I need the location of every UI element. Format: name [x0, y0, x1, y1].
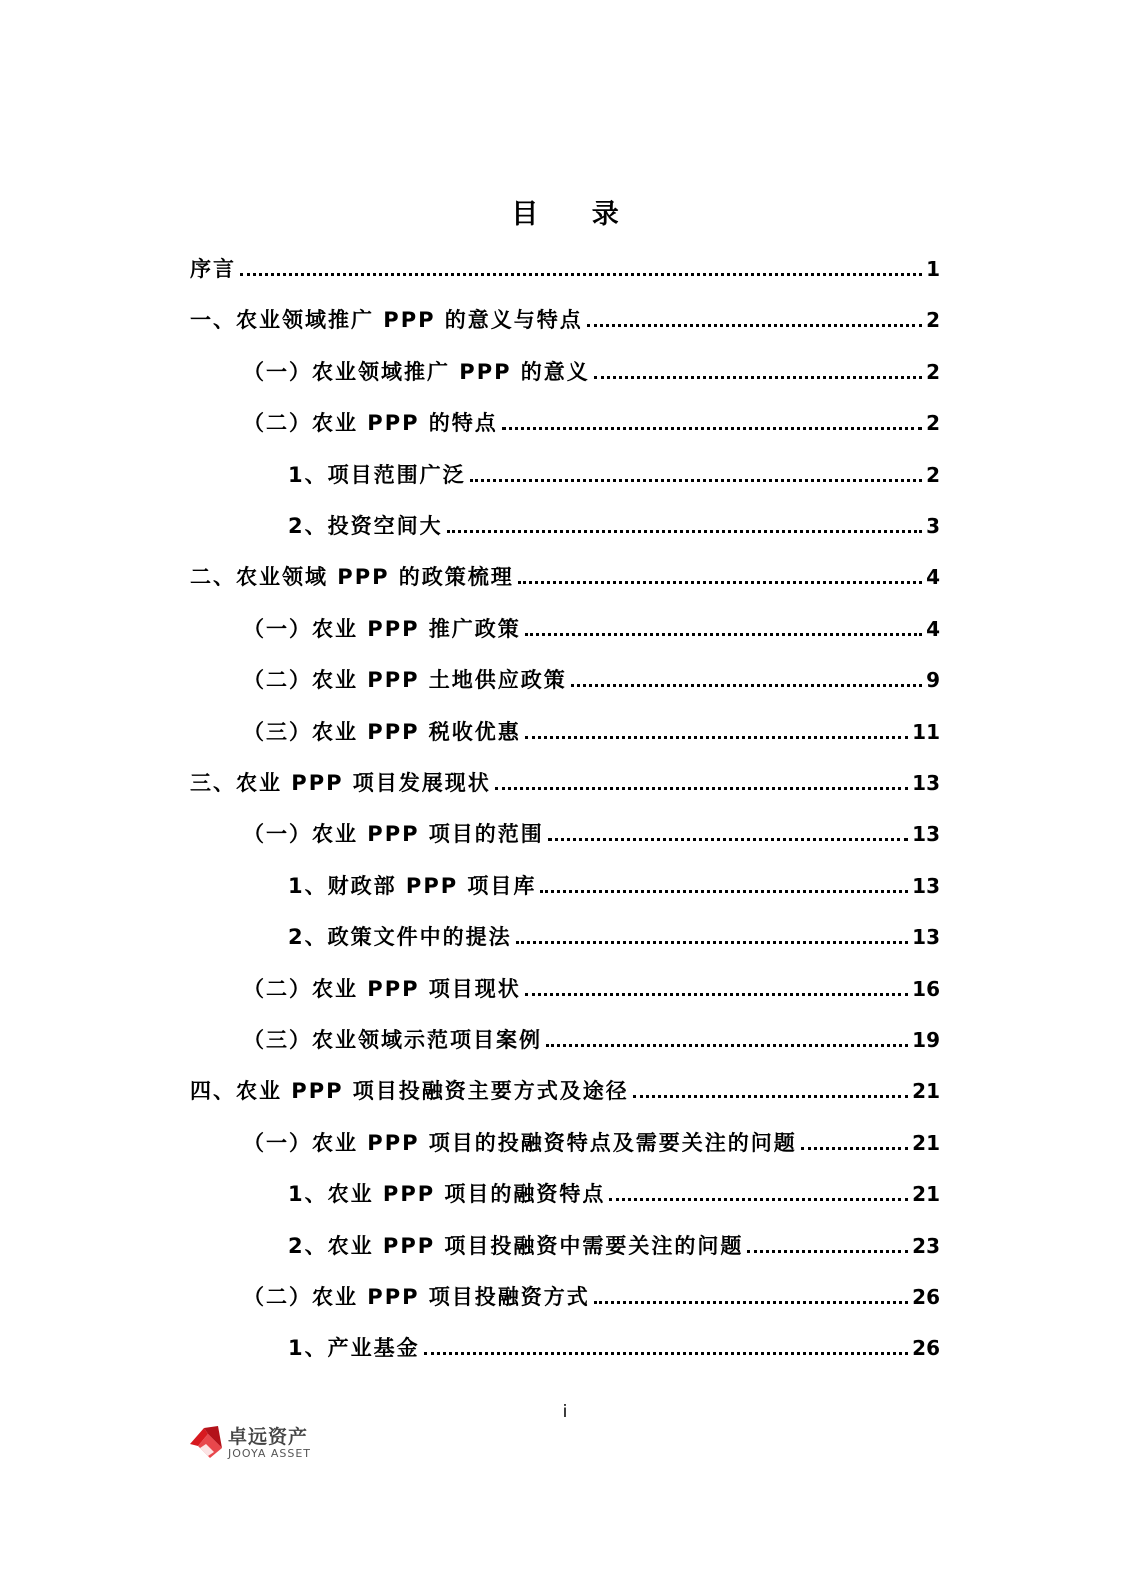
toc-entry[interactable]	[288, 1175, 940, 1207]
toc-entry[interactable]	[288, 1329, 940, 1361]
toc-entry[interactable]	[288, 918, 940, 950]
toc-entry[interactable]	[243, 1278, 940, 1310]
toc-entry-page: 26	[912, 1336, 940, 1360]
toc-entry-page: 3	[926, 514, 940, 538]
toc-dot-leader	[525, 633, 922, 636]
toc-entry[interactable]	[243, 661, 940, 693]
toc-dot-leader	[447, 530, 922, 533]
toc-dot-leader	[540, 890, 908, 893]
toc-dot-leader	[240, 273, 922, 276]
toc-dot-leader	[548, 838, 908, 841]
toc-entry-page: 13	[912, 925, 940, 949]
toc-entry-text: 2、政策文件中的提法	[288, 925, 512, 949]
toc-entry-text: 三、农业 PPP 项目发展现状	[190, 771, 491, 795]
toc-entry-page: 13	[912, 822, 940, 846]
toc-entry-text: 二、农业领域 PPP 的政策梳理	[190, 565, 514, 589]
toc-entry[interactable]	[243, 1124, 940, 1156]
toc-dot-leader	[516, 941, 909, 944]
toc-entry-page: 21	[912, 1079, 940, 1103]
toc-entry-text: 2、农业 PPP 项目投融资中需要关注的问题	[288, 1234, 744, 1258]
toc-entry-page: 21	[912, 1182, 940, 1206]
toc-dot-leader	[546, 1044, 908, 1047]
toc-entry-page: 13	[912, 874, 940, 898]
toc-dot-leader	[801, 1147, 908, 1150]
toc-entry-text: （二）农业 PPP 项目投融资方式	[243, 1285, 590, 1309]
toc-entry-page: 11	[912, 720, 940, 744]
company-logo	[188, 1420, 328, 1466]
toc-entry[interactable]	[243, 713, 940, 745]
toc-dot-leader	[571, 684, 922, 687]
toc-entry-page: 2	[926, 411, 940, 435]
toc-entry[interactable]	[288, 456, 940, 488]
page-number: i	[562, 1402, 568, 1422]
toc-entry-text: 1、项目范围广泛	[288, 463, 466, 487]
toc-entry-text: 四、农业 PPP 项目投融资主要方式及途径	[190, 1079, 629, 1103]
toc-entry-page: 21	[912, 1131, 940, 1155]
toc-entry-page: 1	[926, 257, 940, 281]
toc-entry-text: （二）农业 PPP 土地供应政策	[243, 668, 567, 692]
toc-entry[interactable]	[190, 250, 940, 282]
toc-entry[interactable]	[243, 404, 940, 436]
toc-entry[interactable]	[243, 1021, 940, 1053]
toc-entry-page: 16	[912, 977, 940, 1001]
toc-entry-page: 23	[912, 1234, 940, 1258]
toc-entry-text: （二）农业 PPP 的特点	[243, 411, 498, 435]
toc-entry-text: （一）农业 PPP 项目的范围	[243, 822, 544, 846]
toc-entry-page: 26	[912, 1285, 940, 1309]
toc-entry-text: 2、投资空间大	[288, 514, 443, 538]
toc-entry[interactable]	[288, 507, 940, 539]
toc-entry-text: （一）农业 PPP 项目的投融资特点及需要关注的问题	[243, 1131, 797, 1155]
toc-entry-text: 1、农业 PPP 项目的融资特点	[288, 1182, 606, 1206]
toc-entry-page: 2	[926, 360, 940, 384]
toc-entry-text: 1、产业基金	[288, 1336, 420, 1360]
toc-entry-text: 序言	[190, 257, 236, 281]
toc-entry-page: 9	[926, 668, 940, 692]
logo-english-name: JOOYA ASSET	[228, 1447, 312, 1460]
toc-dot-leader	[587, 324, 922, 327]
toc-dot-leader	[470, 479, 922, 482]
toc-entry-text: （三）农业 PPP 税收优惠	[243, 720, 521, 744]
toc-dot-leader	[609, 1198, 908, 1201]
toc-dot-leader	[525, 736, 908, 739]
toc-entry-page: 13	[912, 771, 940, 795]
toc-entry[interactable]	[190, 1072, 940, 1104]
toc-entry-page: 2	[926, 463, 940, 487]
toc-dot-leader	[525, 993, 908, 996]
toc-dot-leader	[502, 427, 922, 430]
toc-entry-page: 4	[926, 565, 940, 589]
toc-dot-leader	[518, 581, 922, 584]
toc-entry[interactable]	[190, 764, 940, 796]
toc-entry[interactable]	[190, 301, 940, 333]
toc-entry-text: （一）农业 PPP 推广政策	[243, 617, 521, 641]
toc-entry[interactable]	[190, 558, 940, 590]
toc-entry-page: 2	[926, 308, 940, 332]
toc-entry[interactable]	[243, 353, 940, 385]
toc-entry-text: （二）农业 PPP 项目现状	[243, 977, 521, 1001]
toc-dot-leader	[594, 376, 922, 379]
toc-entry[interactable]	[243, 970, 940, 1002]
toc-dot-leader	[594, 1301, 908, 1304]
toc-dot-leader	[495, 787, 908, 790]
toc-entry[interactable]	[243, 610, 940, 642]
toc-dot-leader	[633, 1095, 908, 1098]
toc-entry-text: 一、农业领域推广 PPP 的意义与特点	[190, 308, 583, 332]
toc-entry[interactable]	[288, 867, 940, 899]
toc-entry-text: （一）农业领域推广 PPP 的意义	[243, 360, 590, 384]
logo-chinese-name: 卓远资产	[228, 1426, 309, 1448]
jooya-logo-icon	[188, 1422, 226, 1462]
toc-title: 目 录	[511, 199, 641, 230]
toc-dot-leader	[424, 1352, 909, 1355]
toc-entry[interactable]	[243, 815, 940, 847]
toc-dot-leader	[747, 1250, 908, 1253]
toc-entry[interactable]	[288, 1227, 940, 1259]
toc-entry-text: （三）农业领域示范项目案例	[243, 1028, 542, 1052]
toc-entry-page: 19	[912, 1028, 940, 1052]
toc-entry-page: 4	[926, 617, 940, 641]
toc-entry-text: 1、财政部 PPP 项目库	[288, 874, 537, 898]
